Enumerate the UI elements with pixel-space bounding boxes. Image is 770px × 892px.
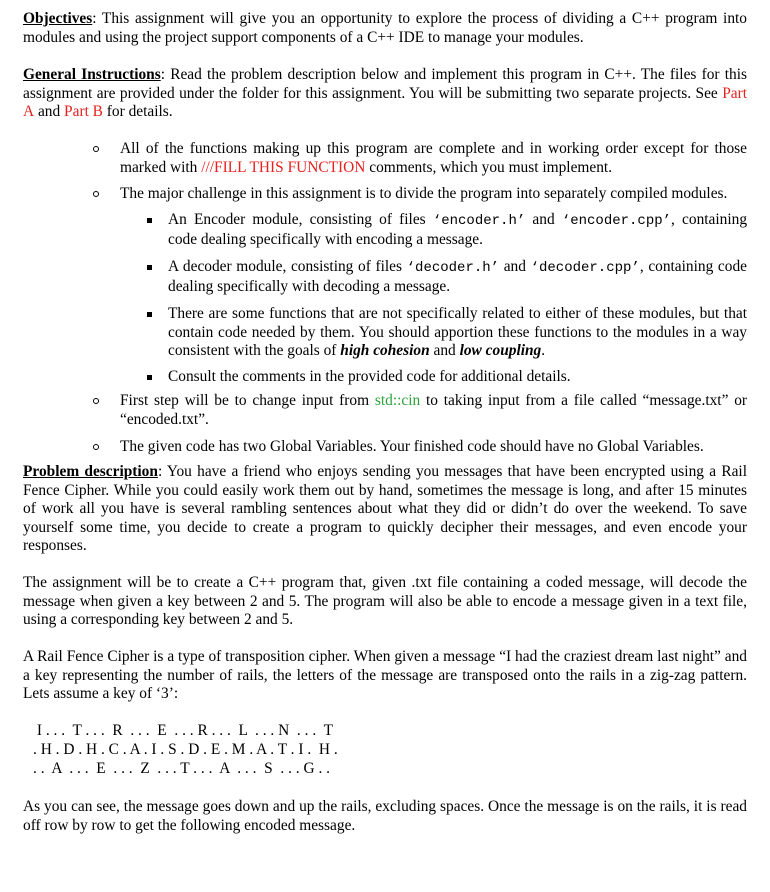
- encoder-h-filename: ‘encoder.h’: [432, 213, 526, 229]
- bullet-text-end: comments, which you must implement.: [365, 158, 613, 176]
- decoder-h-filename: ‘decoder.h’: [406, 260, 500, 276]
- high-cohesion-emphasis: high cohesion: [340, 342, 430, 359]
- bullet-text: All of the functions making up this program are complete and in working order except for those marked with: [120, 140, 747, 176]
- decoder-cpp-filename: ‘decoder.cpp’: [530, 260, 640, 276]
- bullet-text-end: to taking input from a file called “message.txt” or “encoded.txt”.: [120, 392, 748, 428]
- part-b-link[interactable]: Part B: [64, 103, 103, 120]
- problem-paragraph-3-block: [23, 648, 747, 704]
- list-item: [120, 140, 747, 177]
- problem-paragraph-4-block: [23, 798, 747, 835]
- bullet-text-end: , containing code dealing specifically with encoding a message.: [168, 211, 748, 248]
- hollow-bullet-icon: [93, 444, 99, 450]
- bullet-text: The major challenge in this assignment is to divide the program into separately compiled modules.: [120, 185, 728, 202]
- bullet-text: An Encoder module, consisting of files: [168, 211, 433, 228]
- bullet-text: Consult the comments in the provided code for additional details.: [168, 368, 571, 385]
- problem-paragraph-2: The assignment will be to create a C++ program that, given .txt file containing a coded message, will decode the message when given a key between 2 and 5. The program will also be able to encode a message given in a text file, using a corresponding key between 2 and 5.: [23, 574, 747, 628]
- general-and-text: and: [34, 103, 65, 120]
- objectives-heading: Objectives: [23, 10, 93, 27]
- problem-paragraph-4: As you can see, the message goes down and up the rails, excluding spaces. Once the message is on the rails, it is read off row by row to get the following encoded message.: [23, 798, 747, 834]
- list-item: [120, 185, 747, 204]
- problem-description-heading: Problem description: [23, 463, 158, 480]
- hollow-bullet-icon: [93, 398, 99, 404]
- list-item: [120, 392, 747, 429]
- bullet-text: There are some functions that are not specifically related to either of these modules, but that contain code needed by them. You should apportion these functions to the modules in a way consistent with the goals of: [168, 305, 747, 359]
- part-a-link[interactable]: Part A: [23, 84, 747, 120]
- bullet-text-end: .: [541, 342, 546, 359]
- general-instructions-text: : Read the problem description below and implement this program in C++. The files for this assignment are provided under the folder for this assignment. You will be submitting two separate projects. See: [23, 66, 747, 102]
- list-item: [168, 368, 747, 387]
- bullet-text: The given code has two Global Variables. Your finished code should have no Global Variables.: [120, 438, 704, 455]
- list-item: [120, 438, 747, 457]
- square-bullet-icon: [147, 375, 152, 380]
- and-text: and: [499, 258, 531, 275]
- cipher-rail-3: . . A . . . E . . . Z . . . T . . . A . . . S . . . G . .: [33, 760, 331, 777]
- square-bullet-icon: [147, 312, 152, 317]
- problem-paragraph-3: A Rail Fence Cipher is a type of transposition cipher. When given a message “I had the craziest dream last night” and a key representing the number of rails, the letters of the message are transposed onto the rails in a zig-zag pattern. Lets assume a key of ‘3’:: [23, 648, 747, 702]
- encoder-cpp-filename: ‘encoder.cpp’: [561, 213, 672, 229]
- fill-function-marker: ///FILL THIS FUNCTION: [201, 158, 366, 176]
- cipher-rail-2: . H . D . H . C . A . I . S . D . E . M . A . T . I . H .: [33, 741, 338, 758]
- square-bullet-icon: [147, 265, 152, 270]
- list-item: [168, 258, 747, 296]
- objectives-text: : This assignment will give you an opportunity to explore the process of dividing a C++ program into modules and using the project support components of a C++ IDE to manage your modules.: [23, 10, 747, 46]
- bullet-text: A decoder module, consisting of files: [168, 258, 407, 275]
- low-coupling-emphasis: low coupling: [459, 342, 542, 359]
- and-text: and: [429, 342, 460, 359]
- problem-paragraph-1: : You have a friend who enjoys sending you messages that have been encrypted using a Rail Fence Cipher. While you could easily work them out by hand, sometimes the message is long, and after 15 minutes of work all you have is several rambling sentences about what they did or didn’t do over the weekend. To save yourself some time, you decide to create a program to quickly decipher their messages, and even encode your responses.: [23, 463, 747, 554]
- objectives-section: [23, 10, 747, 47]
- problem-paragraph-2-block: [23, 574, 747, 630]
- square-bullet-icon: [147, 218, 152, 223]
- cipher-rail-1: I . . . T . . . R . . . E . . . R . . . L . . . N . . . T: [33, 722, 333, 739]
- list-item: [168, 305, 747, 361]
- general-instructions-end: for details.: [102, 103, 173, 120]
- general-instructions-heading: General Instructions: [23, 66, 161, 83]
- bullet-text-end: , containing code dealing specifically with decoding a message.: [168, 258, 747, 295]
- hollow-bullet-icon: [93, 191, 99, 197]
- general-instructions-section: [23, 66, 747, 122]
- std-cin-code: std::cin: [374, 392, 421, 409]
- bullet-text: First step will be to change input from: [120, 392, 375, 409]
- problem-description-section: [23, 463, 747, 556]
- list-item: [168, 211, 747, 249]
- hollow-bullet-icon: [93, 146, 99, 152]
- and-text: and: [525, 211, 562, 228]
